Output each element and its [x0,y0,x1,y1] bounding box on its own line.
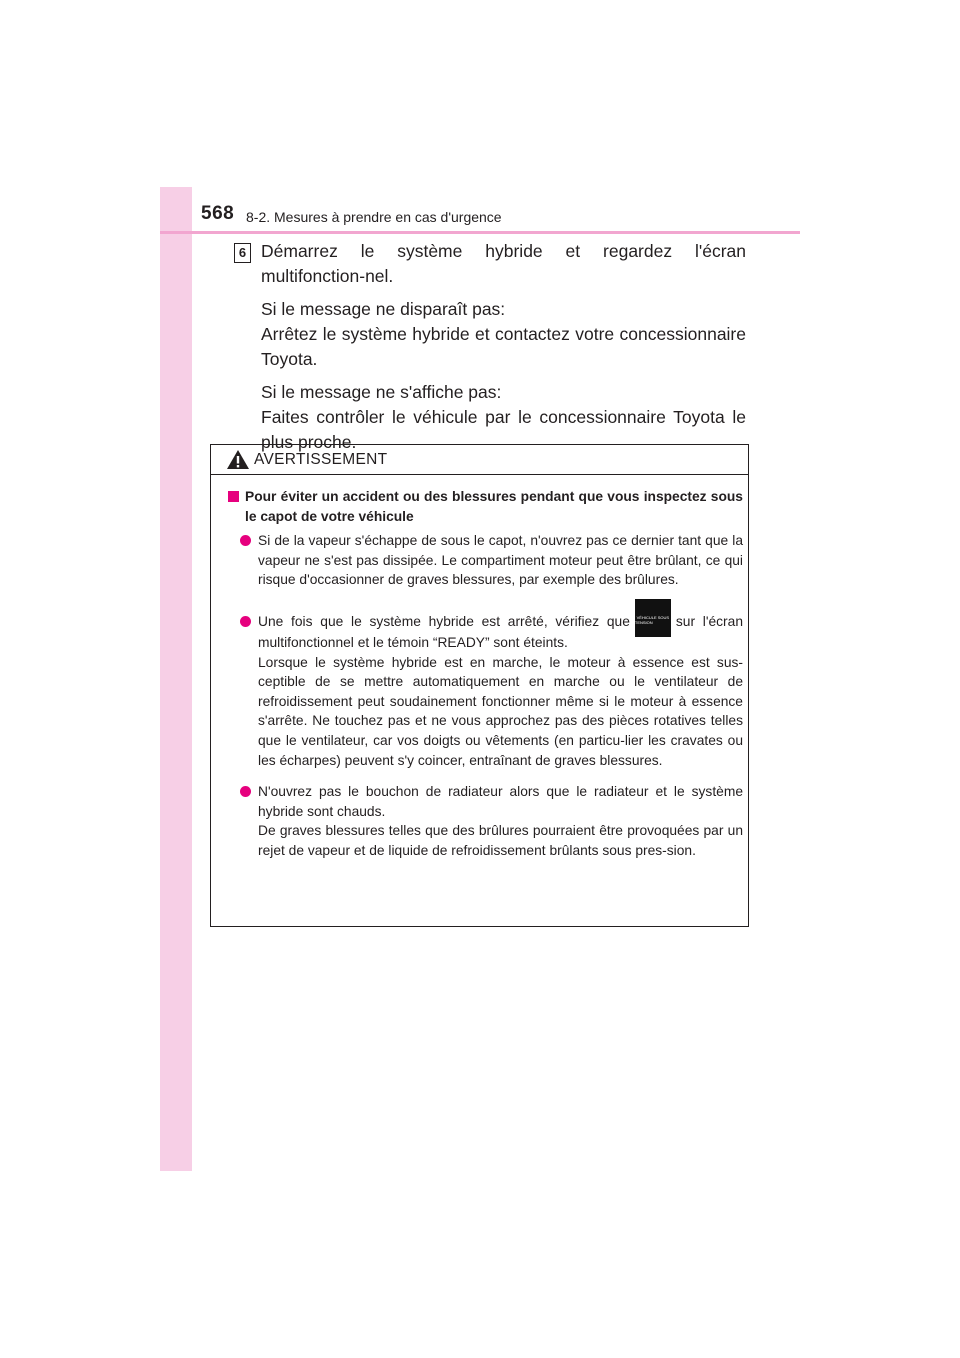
vehicle-under-tension-symbol-icon [635,599,671,637]
step-line: Démarrez le système hybride et regardez l'écran multifonction-nel. [261,241,746,286]
step-line: Si le message ne s'affiche pas: [261,382,502,402]
step-line: Arrêtez le système hybride et contactez votre concessionnaire Toyota. [261,324,746,369]
square-bullet-icon [228,491,239,502]
step-line: Si le message ne disparaît pas: [261,299,506,319]
step-number-badge: 6 [234,243,251,263]
round-bullet-icon [240,616,251,627]
side-strip [160,187,192,1171]
warning-item-text: Lorsque le système hybride est en marche, le moteur à essence est sus-ceptible de se mettre automatiquement en marche ou le ventilateur de refroidissement peut soudainement fonctionner même si le moteur à essence s'arrête. Ne touchez pas et ne vous approchez pas des pièces rotatives telles que le ventilateur, car vos doigts ou vêtements (en particu-lier les cravates ou les écharpes) peuvent s'y coincer, entraînant de graves blessures. [258,654,743,768]
warning-heading-text: Pour éviter un accident ou des blessures pendant que vous inspectez sous le capot de votre véhicule [245,489,743,524]
warning-item-text: N'ouvrez pas le bouchon de radiateur alors que le radiateur et le système hybride sont chauds. [258,784,743,819]
warning-triangle-icon [226,449,250,470]
warning-item [228,531,743,590]
warning-item-text: Si de la vapeur s'échappe de sous le capot, n'ouvrez pas ce dernier tant que la vapeur ne s'est pas dissipée. Le compartiment moteur peut être brûlant, ce qui risque d'occasionner de graves blessures, par exemple des brûlures. [258,533,743,588]
item2-text-after: sur l'écran [675,613,743,629]
warning-item [228,602,743,770]
warning-box [210,444,749,927]
warning-heading [228,487,743,526]
warning-body [211,475,748,861]
warning-header [211,445,748,475]
warning-item [228,782,743,860]
step-line: Faites contrôler le véhicule par le concessionnaire Toyota le plus proche. [261,407,746,452]
step-text [261,239,746,455]
item2-text-before: Une fois que le système hybride est arrêté, vérifiez que [258,613,630,629]
warning-item-text: multifonctionnel et le témoin “READY” sont éteints. [258,634,568,650]
round-bullet-icon [240,535,251,546]
header-rule [160,231,800,234]
step-6 [234,239,746,455]
page-number: 568 [201,203,235,224]
round-bullet-icon [240,786,251,797]
symbol-label: VÉHICULE SOUS TENSION [634,615,670,626]
warning-title: AVERTISSEMENT [254,451,388,468]
section-title: 8-2. Mesures à prendre en cas d'urgence [246,209,502,225]
warning-item-text: De graves blessures telles que des brûlures pourraient être provoquées par un rejet de vapeur et de liquide de refroidissement brûlants sous pres-sion. [258,823,743,858]
